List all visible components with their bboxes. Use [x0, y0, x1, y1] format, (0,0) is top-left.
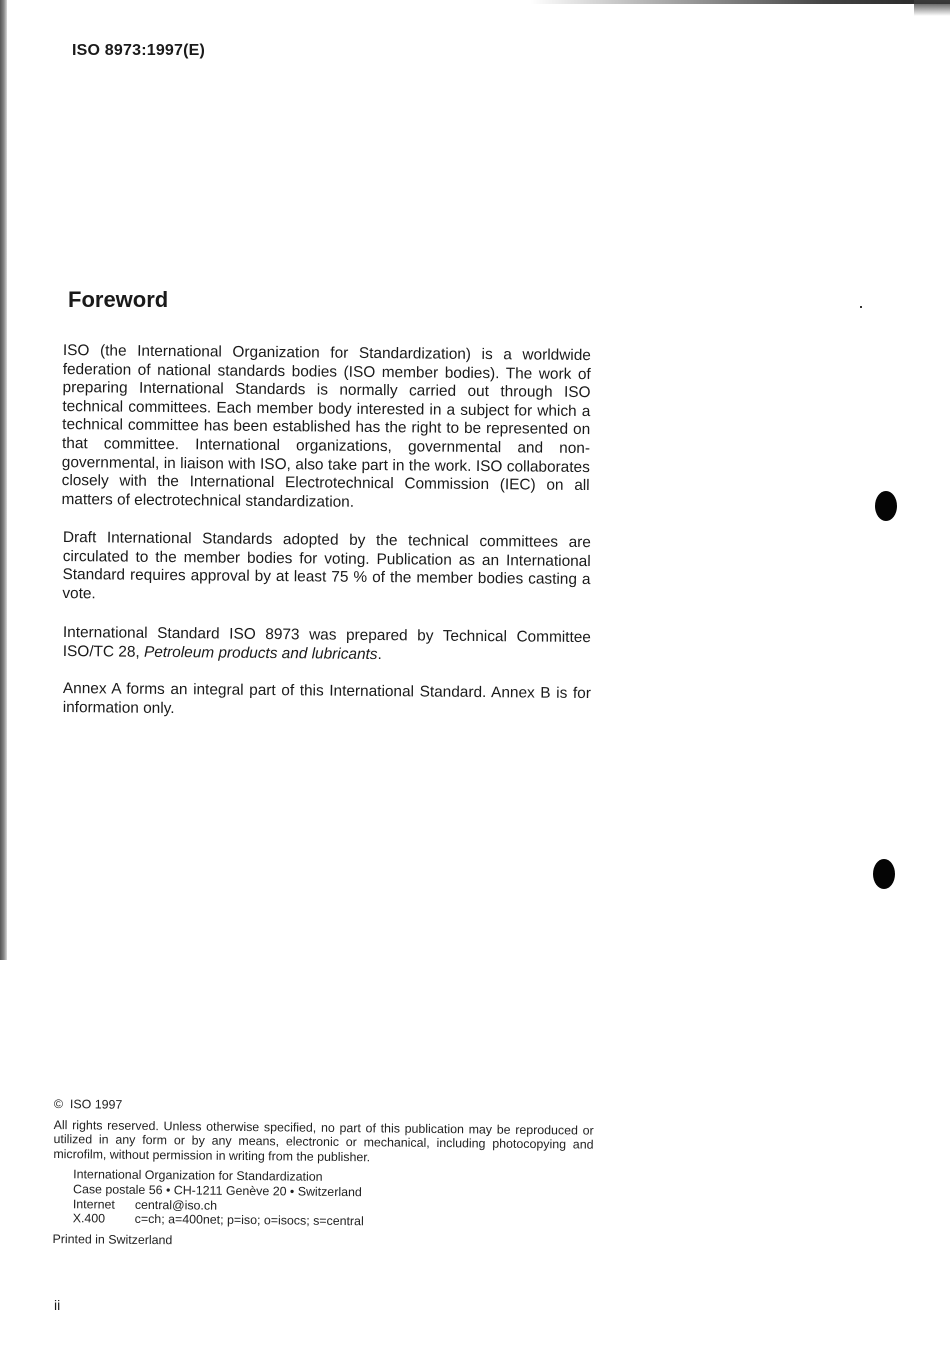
- foreword-title: Foreword: [68, 287, 169, 312]
- copyright-text: ISO 1997: [69, 1097, 123, 1112]
- scan-corner-shadow: [914, 0, 950, 16]
- punch-hole-lower: [873, 859, 895, 889]
- copyright-block: [52, 1097, 594, 1252]
- scan-top-shadow: [530, 0, 950, 4]
- internet-value: central@iso.ch: [134, 1197, 218, 1213]
- paragraph-3-end: .: [377, 645, 382, 663]
- foreword-paragraph-1: ISO (the International Organization for Standardization) is a worldwide federation of national standards bodies (ISO member bodies). The work of preparing International Standards is normally carried out through ISO technical committees. Each member body interested in a subject for which a technical committee has been established has the right to be represented on that committee. International organizations, governmental and non-governmental, in liaison with ISO, also take part in the work. ISO collaborates closely with the International Electrotechnical Commission (IEC) on all matters of electrotechnical standardization.: [61, 342, 591, 511]
- copyright-notice: [54, 1097, 594, 1117]
- internet-label: Internet: [72, 1196, 115, 1212]
- punch-hole-upper: [875, 491, 897, 521]
- organization-name: International Organization for Standardization: [73, 1167, 323, 1185]
- foreword-paragraph-4: Annex A forms an integral part of this International Standard. Annex B is for information only.: [62, 680, 591, 717]
- committee-name: Petroleum products and lubricants: [143, 643, 378, 663]
- rights-statement: All rights reserved. Unless otherwise specified, no part of this publication may be reproduced or utilized in any form or by any means, electronic or mechanical, including photocopying and microfilm, without permission in writing from the publisher.: [53, 1117, 594, 1165]
- foreword-paragraph-2: Draft International Standards adopted by the technical committees are circulated to the member bodies for voting. Publication as an International Standard requires approval by at least 75 % of the member bodies casting a vote.: [62, 529, 591, 603]
- document-id: ISO 8973:1997(E): [72, 42, 206, 59]
- paragraph-3-lead: International Standard ISO 8973 was prepared by Technical Committee ISO/TC 28,: [62, 624, 591, 661]
- x400-label: X.400: [72, 1211, 106, 1226]
- scan-speck: [860, 306, 862, 308]
- foreword-paragraph-3: [63, 624, 591, 666]
- postal-address: Case postale 56 • CH-1211 Genève 20 • Switzerland: [72, 1182, 362, 1200]
- page-number: ii: [54, 1297, 61, 1313]
- scan-edge-shadow: [0, 0, 7, 960]
- printed-in: Printed in Switzerland: [52, 1231, 173, 1247]
- copyright-icon: ©: [53, 1097, 64, 1112]
- x400-value: c=ch; a=400net; p=iso; o=isocs; s=central: [134, 1212, 364, 1229]
- publisher-address: [73, 1168, 594, 1232]
